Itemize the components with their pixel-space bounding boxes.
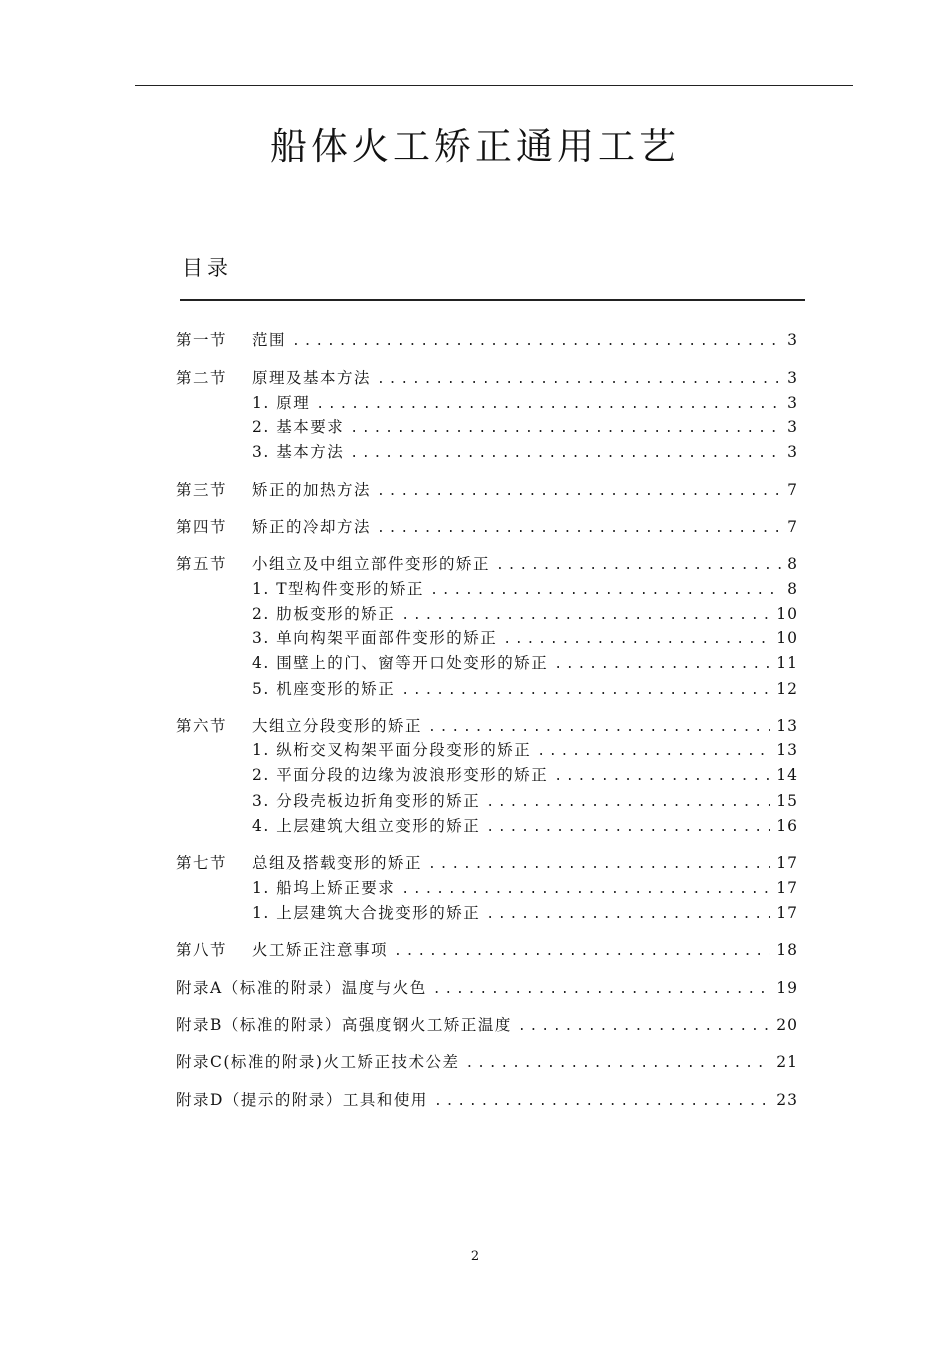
toc-subentry[interactable] [252,602,798,624]
toc-subentry[interactable] [252,415,798,437]
toc-entry-title: 4. 上层建筑大组立变形的矫正 [252,817,481,835]
toc-leader [394,944,770,959]
toc-subentry[interactable] [252,876,798,898]
toc-leader [518,1019,770,1034]
toc-page-number: 8 [787,580,798,598]
toc-page-number: 23 [776,1091,798,1109]
toc-page-number: 16 [776,817,798,835]
toc-page-number: 7 [787,518,798,536]
toc-leader [537,744,770,759]
toc-appendix-entry[interactable] [176,976,798,998]
toc-entry-title: 2. 基本要求 [252,418,345,436]
toc-entry-title: 3. 基本方法 [252,443,345,461]
toc-page-number: 15 [776,792,798,810]
toc-subentry[interactable] [252,626,798,648]
toc-leader [350,446,781,461]
toc-subentry[interactable] [252,738,798,760]
toc-section-label: 第一节 [176,331,228,349]
toc-entry-title: 矫正的加热方法 [252,481,372,499]
toc-page-number: 13 [776,717,798,735]
toc-entry-title: 总组及搭载变形的矫正 [252,854,423,872]
toc-page-number: 14 [776,766,798,784]
toc-subentry[interactable] [252,391,798,413]
toc-section-label: 第七节 [176,854,228,872]
toc-page-number: 8 [787,555,798,573]
toc-entry[interactable] [176,366,798,388]
toc-section-label: 第六节 [176,717,228,735]
toc-entry-title: 附录B（标准的附录）高强度钢火工矫正温度 [176,1016,512,1034]
toc-leader [377,484,781,499]
toc-entry-title: 火工矫正注意事项 [252,941,389,959]
toc-subentry[interactable] [252,901,798,923]
toc-entry[interactable] [176,328,798,350]
toc-leader [401,608,770,623]
toc-entry-title: 1. T型构件变形的矫正 [252,580,425,598]
toc-leader [434,1094,770,1109]
document-title: 船体火工矫正通用工艺 [270,125,680,168]
toc-subentry[interactable] [252,763,798,785]
toc-entry-title: 1. 上层建筑大合拢变形的矫正 [252,904,481,922]
toc-page-number: 17 [776,904,798,922]
toc-entry[interactable] [176,552,798,574]
toc-entry-title: 附录A（标准的附录）温度与火色 [176,979,427,997]
toc-entry-title: 附录C(标准的附录)火工矫正技术公差 [176,1053,460,1071]
toc-appendix-entry[interactable] [176,1050,798,1072]
toc-page-number: 17 [776,879,798,897]
toc-appendix-entry[interactable] [176,1013,798,1035]
toc-page-number: 19 [776,979,798,997]
page-number: 2 [470,1249,480,1264]
toc-leader [554,769,770,784]
toc-page-number: 3 [787,394,798,412]
toc-leader [377,372,781,387]
toc-entry[interactable] [176,478,798,500]
toc-page-number: 7 [787,481,798,499]
toc-entry-title: 2. 肋板变形的矫正 [252,605,396,623]
toc-entry-title: 范围 [252,331,287,349]
toc-leader [486,820,770,835]
toc-page-number: 10 [776,605,798,623]
toc-leader [350,421,781,436]
toc-leader [292,334,781,349]
toc-leader [486,907,770,922]
toc-entry[interactable] [176,714,798,736]
toc-leader [428,857,770,872]
toc-entry-title: 附录D（提示的附录）工具和使用 [176,1091,428,1109]
toc-entry-title: 原理及基本方法 [252,369,372,387]
toc-leader [496,558,781,573]
toc-appendix-entry[interactable] [176,1088,798,1110]
toc-page-number: 3 [787,443,798,461]
toc-page-number: 17 [776,854,798,872]
toc-entry-title: 小组立及中组立部件变形的矫正 [252,555,491,573]
toc-leader [401,882,770,897]
toc-entry[interactable] [176,515,798,537]
toc-leader [433,982,771,997]
toc-leader [428,720,770,735]
toc-page-number: 3 [787,369,798,387]
toc-section-label: 第二节 [176,369,228,387]
toc-leader [377,521,781,536]
toc-entry-title: 1. 船坞上矫正要求 [252,879,396,897]
toc-subentry[interactable] [252,577,798,599]
toc-subentry[interactable] [252,651,798,673]
toc-subentry[interactable] [252,789,798,811]
toc-section-label: 第三节 [176,481,228,499]
toc-page-number: 3 [787,331,798,349]
toc-section-label: 第五节 [176,555,228,573]
toc-page-number: 13 [776,741,798,759]
toc-section-label: 第八节 [176,941,228,959]
toc-entry-title: 矫正的冷却方法 [252,518,372,536]
toc-leader [503,632,770,647]
toc-page-number: 3 [787,418,798,436]
toc-entry-title: 1. 纵桁交叉构架平面分段变形的矫正 [252,741,532,759]
toc-entry[interactable] [176,851,798,873]
toc-leader [486,795,770,810]
toc-page-number: 18 [776,941,798,959]
toc-leader [430,583,781,598]
toc-page-number: 10 [776,629,798,647]
toc-entry-title: 1. 原理 [252,394,311,412]
toc-entry-title: 3. 单向构架平面部件变形的矫正 [252,629,498,647]
toc-page-number: 12 [776,680,798,698]
toc-subentry[interactable] [252,814,798,836]
toc-leader [401,683,770,698]
toc-entry[interactable] [176,938,798,960]
toc-subentry[interactable] [252,440,798,462]
toc-entry-title: 大组立分段变形的矫正 [252,717,423,735]
toc-entry-title: 2. 平面分段的边缘为波浪形变形的矫正 [252,766,549,784]
toc-subentry[interactable] [252,677,798,699]
toc-page-number: 20 [776,1016,798,1034]
toc-heading: 目录 [182,256,232,280]
toc-leader [554,657,770,672]
toc-entry-title: 5. 机座变形的矫正 [252,680,396,698]
toc-section-label: 第四节 [176,518,228,536]
toc-leader [465,1056,770,1071]
toc-page-number: 21 [776,1053,798,1071]
toc-entry-title: 4. 围壁上的门、窗等开口处变形的矫正 [252,654,549,672]
toc-entry-title: 3. 分段壳板边折角变形的矫正 [252,792,481,810]
toc-page-number: 11 [776,654,798,672]
toc-leader [316,397,781,412]
